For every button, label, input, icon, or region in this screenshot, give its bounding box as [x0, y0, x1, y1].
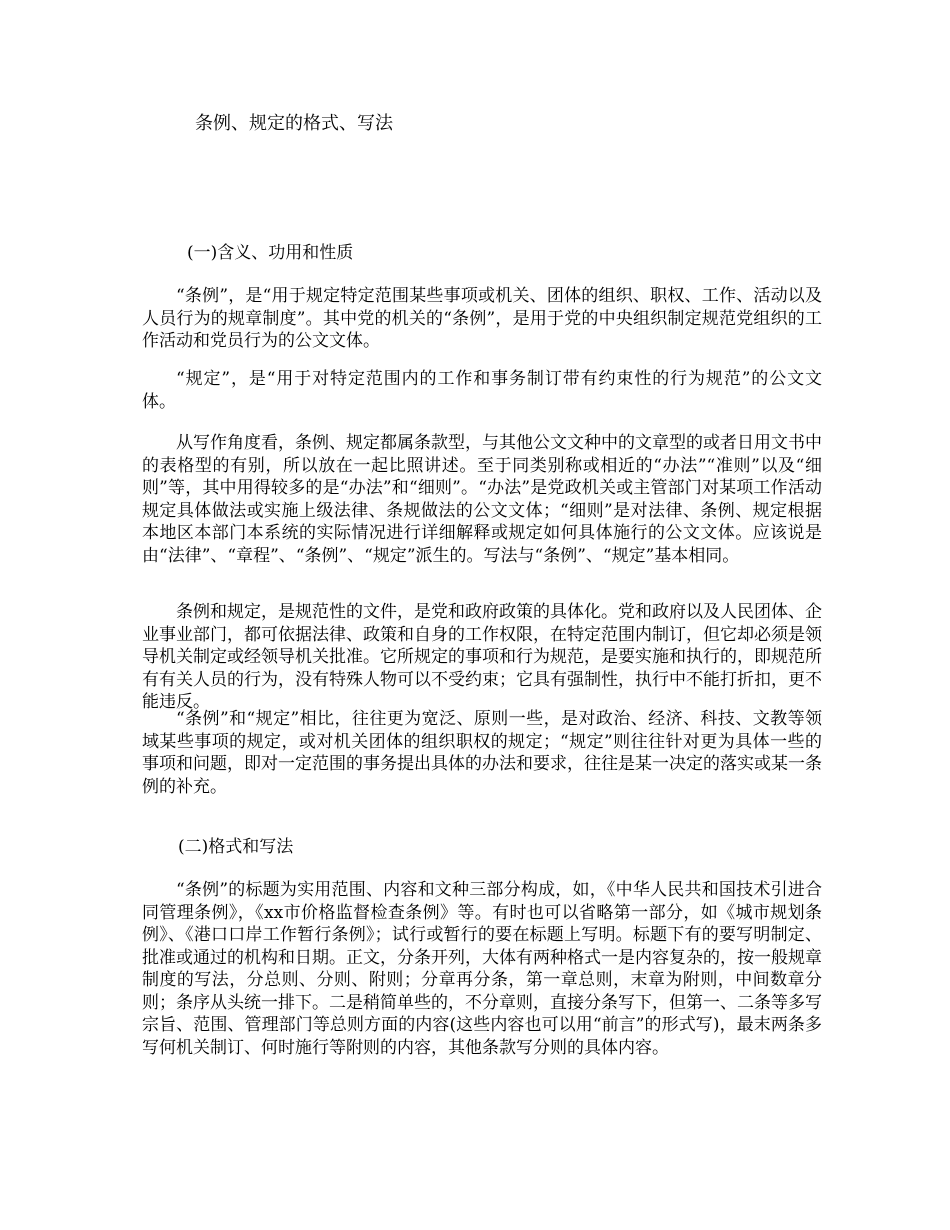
document-title: 条例、规定的格式、写法	[195, 113, 393, 134]
paragraph-guiding-definition: “规定”，是“用于对特定范围内的工作和事务制订带有约束性的行为规范”的公文文体。	[142, 369, 822, 412]
paragraph-writing-perspective: 从写作角度看，条例、规定都属条款型，与其他公文文种中的文章型的或者日用文书中的表格型的有别，所以放在一起比照讲述。至于同类别称或相近的“办法”“准则”以及“细则”等，其中用得较多的是“办法”和“细则”。“办法”是党政机关或主管部门对某项工作活动规定具体做法或实施上级法律、条规做法的公文文体；“细则”是对法律、条例、规定根据本地区本部门本系统的实际情况进行详细解释或规定如何具体施行的公文文体。应该说是由“法律”、“章程”、“条例”、“规定”派生的。写法与“条例”、“规定”基本相同。	[142, 433, 822, 566]
section-heading-format: (二)格式和写法	[178, 837, 294, 857]
paragraph-tiaoli-definition: “条例”，是“用于规定特定范围某些事项或机关、团体的组织、职权、工作、活动以及人员行为的规章制度”。其中党的机关的“条例”，是用于党的中央组织制定规范党组织的工作活动和党员行为的公文文体。	[142, 286, 822, 351]
paragraph-title-and-structure: “条例”的标题为实用范围、内容和文种三部分构成，如，《中华人民共和国技术引进合同管理条例》，《xx市价格监督检查条例》等。有时也可以省略第一部分，如《城市规划条例》、《港口口岸工作暂行条例》；试行或暂行的要在标题上写明。标题下有的要写明制定、批准或通过的机构和日期。正文，分条开列，大体有两种格式一是内容复杂的，按一般规章制度的写法，分总则、分则、附则；分章再分条，第一章总则，末章为附则，中间数章分则；条序从头统一排下。二是稍简单些的，不分章则，直接分条写下，但第一、二条等多写宗旨、范围、管理部门等总则方面的内容(这些内容也可以用“前言”的形式写)，最末两条多写何机关制订、何时施行等附则的内容，其他条款写分则的具体内容。	[142, 880, 822, 1058]
section-heading-meaning: (一)含义、功用和性质	[187, 243, 354, 263]
paragraph-comparison: “条例”和“规定”相比，往往更为宽泛、原则一些，是对政治、经济、科技、文教等领域某些事项的规定，或对机关团体的组织职权的规定；“规定”则往往针对更为具体一些的事项和问题，即对一定范围的事务提出具体的办法和要求，往往是某一决定的落实或某一条例的补充。	[142, 709, 822, 797]
paragraph-normative-nature: 条例和规定，是规范性的文件，是党和政府政策的具体化。党和政府以及人民团体、企业事业部门，都可依据法律、政策和自身的工作权限，在特定范围内制订，但它却必须是领导机关制定或经领导机关批准。它所规定的事项和行为规范，是要实施和执行的，即规范所有有关人员的行为，没有特殊人物可以不受约束；它具有强制性，执行中不能打折扣，更不能违反。	[142, 602, 822, 712]
